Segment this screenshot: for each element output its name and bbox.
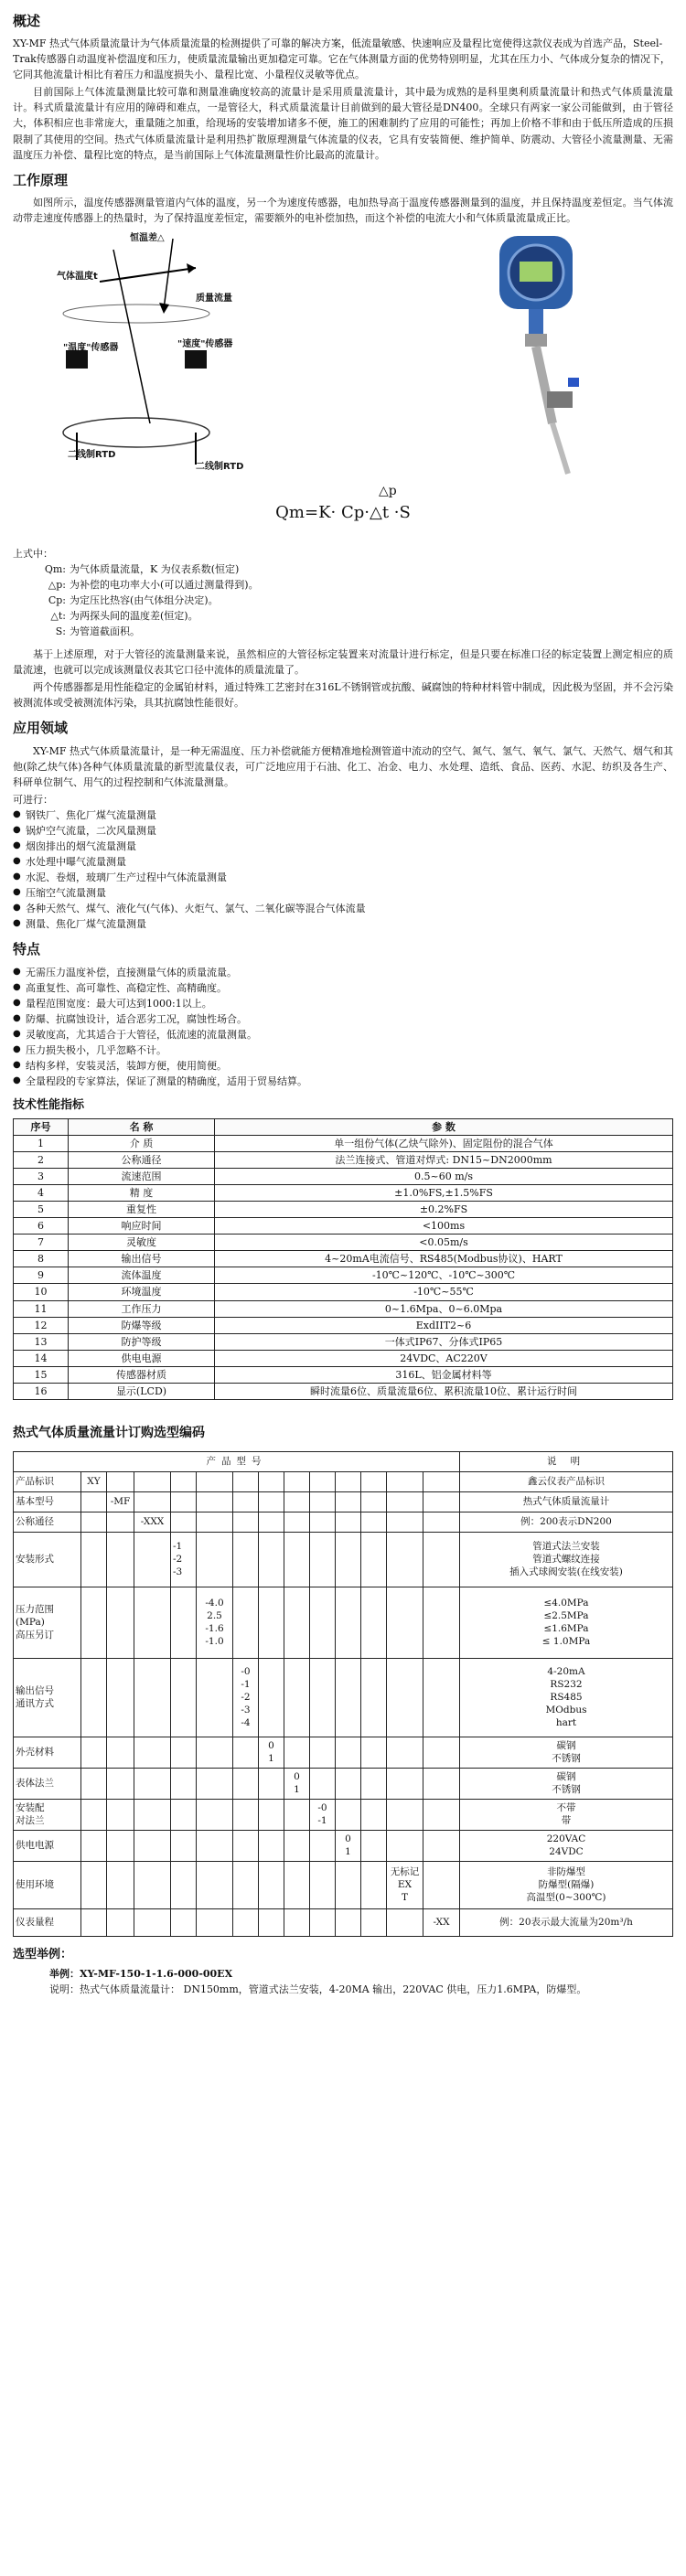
table-cell: 介 质 (69, 1136, 215, 1152)
table-row (14, 1218, 673, 1235)
sensor-diagram-illustration (13, 231, 305, 478)
symbol-desc: 为气体质量流量，K 为仪表系数(恒定) (70, 563, 240, 576)
table-cell: 环境温度 (69, 1284, 215, 1300)
list-item: ● 钢铁厂、焦化厂煤气流量测量 (13, 807, 673, 823)
table-cell: 6 (14, 1218, 69, 1235)
principle-paragraph-3: 两个传感器都是用性能稳定的金属铂材料，通过特殊工艺密封在316L不锈钢管或抗酸、碱腐蚀的特种材料管中制成，因此极为坚固，并不会污染被测流体或受被测流体污染，具其抗腐蚀性能很好。 (13, 681, 673, 710)
table-cell: 输出信号 (69, 1251, 215, 1267)
principle-figure (13, 231, 673, 478)
row-label: 压力范围 (MPa) 高压另订 (14, 1587, 81, 1658)
list-item: ● 各种天然气、煤气、液化气(气体)、火炬气、氯气、二氧化碳等混合气体流量 (13, 901, 673, 916)
features-title: 特点 (13, 941, 41, 958)
overview-paragraph-2: 目前国际上气体流量测量比较可靠和测量准确度较高的流量计是采用质量流量计，其中最为成熟的是科里奥利质量流量计和热式气体质量流量计。科式质量流量计有应用的障碍和难点，一是管径大，科式质量流量计目前做到的最大管径是DN400。全球只有两家一家公司能做到，由于管径大，体积相应也非常庞大，重量随之加重，给现场的安装增加诸多不便，施工的困难制约了应用的可能性；再加上价格不菲和由于低压所造成的压损限制了其使用的空间。热式气体质量流量计是利用热扩散原理测量气体流量的仪表，它具有安装简便、维护简单、防震动、大管径小流量测量、无需温度压力补偿、量程比宽的特点，是当前国际上气体流量测量性价比最高的流量计。 (13, 86, 673, 161)
row-label: 产品标识 (14, 1471, 81, 1491)
overview-title: 概述 (13, 13, 41, 29)
list-item: ● 结构多样，安装灵活，装卸方便，使用简便。 (13, 1058, 673, 1074)
label-velocity-sensor: "速度"传感器 (177, 338, 233, 349)
table-row (14, 1169, 673, 1185)
principle-paragraph-1: 如图所示，温度传感器测量管道内气体的温度，另一个为速度传感器，电加热导高于温度传感器测量到的温度，并且保持温度差恒定。当气体流动带走速度传感器上的热量时，为了保持温度差恒定，需要额外的电补偿加热，而这个补偿的电流大小和气体质量流量成正比。 (13, 196, 673, 224)
code-cell: -XXX (134, 1512, 171, 1532)
col-header: 参 数 (215, 1119, 673, 1136)
flowmeter-device-image (454, 231, 637, 478)
formula-main: Qm=K· Cp·△t ·S (275, 502, 411, 522)
symbol-key: S: (55, 625, 66, 638)
desc-cell: 不带 带 (460, 1799, 673, 1830)
table-cell: 一体式IP67、分体式IP65 (215, 1333, 673, 1350)
list-item: ● 测量、焦化厂煤气流量测量 (13, 916, 673, 932)
label-rtd-right: 二线制RTD (196, 461, 244, 472)
desc-cell: 例：200表示DN200 (460, 1512, 673, 1532)
symbol-desc: 为管道截面积。 (70, 625, 140, 638)
example-desc: 说明：热式气体质量流量计： DN150mm，管道式法兰安装，4-20MA 输出，220VAC 供电，压力1.6MPA，防爆型。 (49, 1983, 587, 1995)
table-cell: 4 (14, 1185, 69, 1202)
table-cell: 11 (14, 1300, 69, 1317)
table-cell: 0.5~60 m/s (215, 1169, 673, 1185)
table-cell: 0~1.6Mpa、0~6.0Mpa (215, 1300, 673, 1317)
specs-title: 技术性能指标 (13, 1097, 85, 1112)
label-temp-sensor: "温度"传感器 (63, 342, 119, 353)
label-delta-temp: 恒温差△ (130, 232, 165, 243)
table-cell: 316L、铝金属材料等 (215, 1366, 673, 1383)
table-cell: ±0.2%FS (215, 1202, 673, 1218)
table-row (14, 1235, 673, 1251)
example-code: 举例：XY-MF-150-1-1.6-000-00EX (49, 1967, 233, 1980)
table-cell: 2 (14, 1152, 69, 1169)
table-row (14, 1202, 673, 1218)
table-cell: ±1.0%FS,±1.5%FS (215, 1185, 673, 1202)
label-mass-flow: 质量流量 (196, 293, 232, 304)
table-row (14, 1152, 673, 1169)
formula-numerator: △p (379, 483, 397, 498)
application-paragraph: XY-MF 热式气体质量流量计，是一种无需温度、压力补偿就能方便精准地检测管道中流动的空气、氮气、氢气、氧气、氯气、天然气、烟气和其他(除乙炔气体)各种气体质量流量的新型流量仪表，可广泛地应用于石油、化工、冶金、电力、水处理、造纸、食品、医药、水泥、纺织及各生产、科研单位制气、用气的过程控制和气体流量测量。 (13, 744, 673, 788)
table-row (14, 1251, 673, 1267)
table-cell: 流体温度 (69, 1267, 215, 1284)
code-cell: -XX (423, 1908, 460, 1936)
code-cell: 0 1 (284, 1768, 310, 1799)
row-label: 表体法兰 (14, 1768, 81, 1799)
table-cell: 8 (14, 1251, 69, 1267)
row-label: 安装形式 (14, 1532, 81, 1587)
code-cell: XY (81, 1471, 107, 1491)
code-cell: -0 -1 (310, 1799, 336, 1830)
table-cell: 4~20mA电流信号、RS485(Modbus协议)、HART (215, 1251, 673, 1267)
table-cell: 单一组份气体(乙炔气除外)、固定阻份的混合气体 (215, 1136, 673, 1152)
table-cell: -10℃~55℃ (215, 1284, 673, 1300)
desc-cell: 碳钢 不锈钢 (460, 1737, 673, 1768)
col-header: 序号 (14, 1119, 69, 1136)
table-cell: 工作压力 (69, 1300, 215, 1317)
list-item: ● 全量程段的专家算法，保证了测量的精确度，适用于贸易结算。 (13, 1074, 673, 1089)
selection-example (13, 1946, 673, 1997)
table-row (14, 1317, 673, 1333)
table-row (14, 1333, 673, 1350)
symbol-desc: 为定压比热容(由气体组分决定)。 (70, 594, 219, 607)
list-item: ● 无需压力温度补偿，直接测量气体的质量流量。 (13, 965, 673, 980)
table-cell: 10 (14, 1284, 69, 1300)
table-cell: 灵敏度 (69, 1235, 215, 1251)
table-cell: 14 (14, 1350, 69, 1366)
symbol-key: Cp: (48, 594, 66, 607)
symbol-key: Qm: (44, 563, 66, 576)
table-row (14, 1136, 673, 1152)
table-cell: 3 (14, 1169, 69, 1185)
table-cell: 12 (14, 1317, 69, 1333)
table-cell: ExdIIT2~6 (215, 1317, 673, 1333)
desc-cell: 4-20mA RS232 RS485 MOdbus hart (460, 1658, 673, 1737)
list-item: ● 压力损失极小，几乎忽略不计。 (13, 1042, 673, 1058)
principle-title: 工作原理 (13, 171, 69, 188)
symbol-key: △p: (48, 579, 66, 592)
features-list (13, 965, 673, 1089)
symbol-desc: 为两探头间的温度差(恒定)。 (70, 610, 198, 623)
table-row (14, 1267, 673, 1284)
table-cell: -10℃~120℃、-10℃~300℃ (215, 1267, 673, 1284)
table-cell: 重复性 (69, 1202, 215, 1218)
list-item: ● 水处理中曝气流量测量 (13, 854, 673, 870)
application-list (13, 807, 673, 932)
table-cell: 精 度 (69, 1185, 215, 1202)
row-label: 使用环境 (14, 1861, 81, 1908)
selection-title: 热式气体质量流量计订购选型编码 (13, 1425, 205, 1440)
table-cell: 瞬时流量6位、质量流量6位、累积流量10位、累计运行时间 (215, 1383, 673, 1399)
formula-symbols (13, 546, 673, 639)
row-label: 基本型号 (14, 1491, 81, 1512)
table-cell: 公称通径 (69, 1152, 215, 1169)
selection-header-model: 产品型号 (14, 1451, 460, 1471)
code-cell: 0 1 (259, 1737, 284, 1768)
label-gas-temp: 气体温度t (57, 271, 98, 282)
list-item: ● 水泥、卷烟，玻璃厂生产过程中气体流量测量 (13, 870, 673, 885)
table-cell: 流速范围 (69, 1169, 215, 1185)
symbol-key: △t: (50, 610, 66, 623)
table-cell: 9 (14, 1267, 69, 1284)
table-cell: 传感器材质 (69, 1366, 215, 1383)
list-item: ● 防爆、抗腐蚀设计，适合恶劣工况，腐蚀性场合。 (13, 1011, 673, 1027)
row-label: 仪表量程 (14, 1908, 81, 1936)
table-cell: 24VDC、AC220V (215, 1350, 673, 1366)
application-lead: 可进行： (13, 793, 53, 806)
label-rtd-left: 二线制RTD (68, 449, 116, 460)
desc-cell: 非防爆型 防爆型(隔爆) 高温型(0~300℃) (460, 1861, 673, 1908)
desc-cell: 热式气体质量流量计 (460, 1491, 673, 1512)
table-cell: 显示(LCD) (69, 1383, 215, 1399)
row-label: 外壳材料 (14, 1737, 81, 1768)
table-cell: 1 (14, 1136, 69, 1152)
table-cell: 防爆等级 (69, 1317, 215, 1333)
table-row (14, 1366, 673, 1383)
code-cell: -4.0 2.5 -1.6 -1.0 (197, 1587, 233, 1658)
example-title: 选型举例： (13, 1947, 73, 1961)
code-cell: -MF (107, 1491, 134, 1512)
mass-flow-formula (13, 482, 673, 533)
table-row (14, 1284, 673, 1300)
list-item: ● 量程范围宽度：最大可达到1000:1以上。 (13, 996, 673, 1011)
application-title: 应用领域 (13, 720, 69, 737)
table-row (14, 1185, 673, 1202)
table-cell: 16 (14, 1383, 69, 1399)
list-item: ● 高重复性、高可靠性、高稳定性、高精确度。 (13, 980, 673, 996)
code-cell: 无标记 EX T (387, 1861, 423, 1908)
list-item: ● 压缩空气流量测量 (13, 885, 673, 901)
col-header: 名 称 (69, 1119, 215, 1136)
table-cell: 法兰连接式、管道对焊式: DN15~DN2000mm (215, 1152, 673, 1169)
code-cell: -0 -1 -2 -3 -4 (233, 1658, 259, 1737)
row-label: 供电电源 (14, 1830, 81, 1861)
table-cell: 防护等级 (69, 1333, 215, 1350)
table-row (14, 1383, 673, 1399)
row-label: 安装配 对法兰 (14, 1799, 81, 1830)
table-cell: <100ms (215, 1218, 673, 1235)
list-item: ● 灵敏度高，尤其适合于大管径，低流速的流量测量。 (13, 1027, 673, 1042)
table-row (14, 1300, 673, 1317)
desc-cell: 鑫云仪表产品标识 (460, 1471, 673, 1491)
desc-cell: 220VAC 24VDC (460, 1830, 673, 1861)
list-item: ● 锅炉空气流量，二次风量测量 (13, 823, 673, 839)
table-cell: 5 (14, 1202, 69, 1218)
table-cell: 供电电源 (69, 1350, 215, 1366)
code-cell: 0 1 (336, 1830, 361, 1861)
sensor-diagram (13, 231, 305, 478)
desc-cell: 碳钢 不锈钢 (460, 1768, 673, 1799)
desc-cell: 例：20表示最大流量为20m³/h (460, 1908, 673, 1936)
selection-header-desc: 说 明 (460, 1451, 673, 1471)
table-cell: 13 (14, 1333, 69, 1350)
table-cell: 15 (14, 1366, 69, 1383)
principle-paragraph-2: 基于上述原理，对于大管径的流量测量来说，虽然相应的大管径标定装置来对流量计进行标定，但是只要在标准口径的标定装置上测定相应的质量流速，也就可以完成该测量仪表其它口径中流体的质量流量了。 (13, 648, 673, 677)
symbol-desc: 为补偿的电功率大小(可以通过测量得到)。 (70, 579, 259, 592)
specs-table (13, 1118, 673, 1400)
list-item: ● 烟囱排出的烟气流量测量 (13, 839, 673, 854)
specs-table-body (14, 1136, 673, 1400)
table-cell: <0.05m/s (215, 1235, 673, 1251)
table-row (14, 1350, 673, 1366)
desc-cell: ≤4.0MPa ≤2.5MPa ≤1.6MPa ≤ 1.0MPa (460, 1587, 673, 1658)
table-header-row (14, 1119, 673, 1136)
table-cell: 7 (14, 1235, 69, 1251)
desc-cell: 管道式法兰安装 管道式螺纹连接 插入式球阀安装(在线安装) (460, 1532, 673, 1587)
symbols-intro: 上式中： (13, 547, 53, 560)
table-cell: 响应时间 (69, 1218, 215, 1235)
selection-table (13, 1451, 673, 1937)
code-cell: -1 -2 -3 (171, 1532, 197, 1587)
row-label: 输出信号 通讯方式 (14, 1658, 81, 1737)
row-label: 公称通径 (14, 1512, 81, 1532)
overview-paragraph-1: XY-MF 热式气体质量流量计为气体质量流量的检测提供了可靠的解决方案，低流量敏感、快速响应及量程比宽使得这款仪表成为首选产品，Steel-Trak传感器自动温度补偿温度和压力，使质量流量输出更加稳定可靠。它在气体测量方面的优势特别明显，尤其在压力小、气体成分复杂的情况下，它同其他流量计相比有着压力和温度损失小、量程比宽、小量程仪灵敏等优点。 (13, 37, 670, 81)
